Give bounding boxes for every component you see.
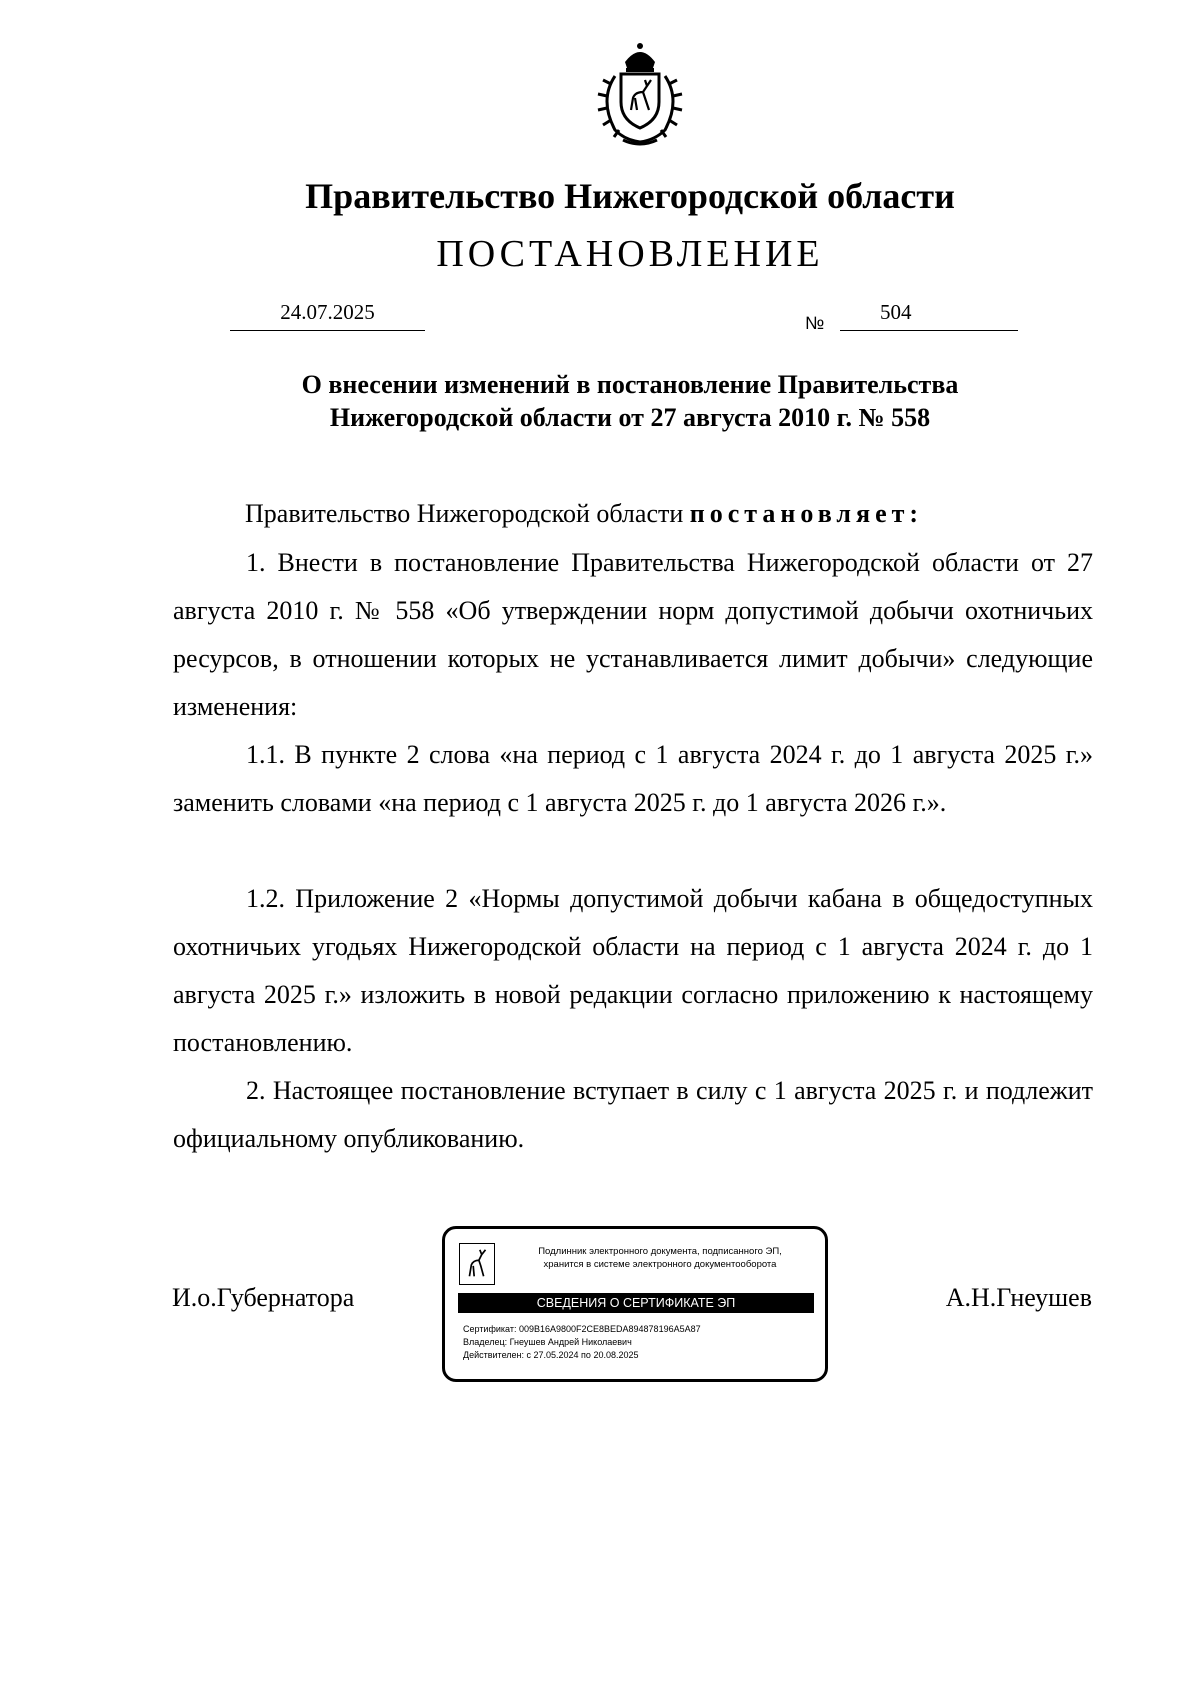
document-subject [160,368,1100,434]
org-title: Правительство Нижегородской области [305,176,955,216]
stamp-header [505,1245,815,1271]
intro-emphasis: постановляет: [689,499,924,528]
subject-line-2: Нижегородской области от 27 августа 2010 г. № 558 [329,403,931,432]
doc-type-heading: ПОСТАНОВЛЕНИЕ [436,233,824,275]
document-date: 24.07.2025 [230,300,425,331]
intro-text: Правительство Нижегородской области [245,499,690,528]
paragraph-1-1: 1.1. В пункте 2 слова «на период с 1 августа 2024 г. до 1 августа 2025 г.» заменить словами «на период с 1 августа 2025 г. до 1 августа 2026 г.». [173,740,1093,817]
subject-line-1: О внесении изменений в постановление Правительства [301,370,959,399]
paragraph-2: 2. Настоящее постановление вступает в силу с 1 августа 2025 г. и подлежит официальному опубликованию. [173,1076,1093,1153]
stamp-certificate: Сертификат: 009B16A9800F2CE8BEDA894878196A5A87 [463,1324,701,1334]
coat-of-arms-icon [585,40,695,150]
number-sign: № [805,313,825,333]
stamp-title-bar: СВЕДЕНИЯ О СЕРТИФИКАТЕ ЭП [458,1293,814,1313]
deer-emblem-icon [459,1243,495,1285]
e-signature-stamp [442,1226,828,1382]
signatory-name: А.Н.Гнеушев [945,1283,1092,1312]
paragraph-1: 1. Внести в постановление Правительства Нижегородской области от 27 августа 2010 г. № 558 «Об утверждении норм допустимой добычи охотничьих ресурсов, в отношении которых не устанавливается лимит добычи» следующие изменения: [173,548,1093,721]
document-number: 504 [880,300,912,324]
paragraph-1-2: 1.2. Приложение 2 «Нормы допустимой добычи кабана в общедоступных охотничьих угодьях Нижегородской области на период с 1 августа 2024 г. до 1 августа 2025 г.» изложить в новой редакции согласно приложению к настоящему постановлению. [173,884,1093,1057]
stamp-line-2: хранится в системе электронного документооборота [543,1259,777,1270]
stamp-line-1: Подлинник электронного документа, подписанного ЭП, [538,1246,782,1257]
signatory-position: И.о.Губернатора [172,1283,355,1312]
intro-paragraph [173,490,1093,538]
document-number-field [840,300,1018,331]
stamp-validity: Действителен: с 27.05.2024 по 20.08.2025 [463,1350,639,1360]
stamp-info [463,1323,701,1362]
stamp-owner: Владелец: Гнеушев Андрей Николаевич [463,1337,632,1347]
